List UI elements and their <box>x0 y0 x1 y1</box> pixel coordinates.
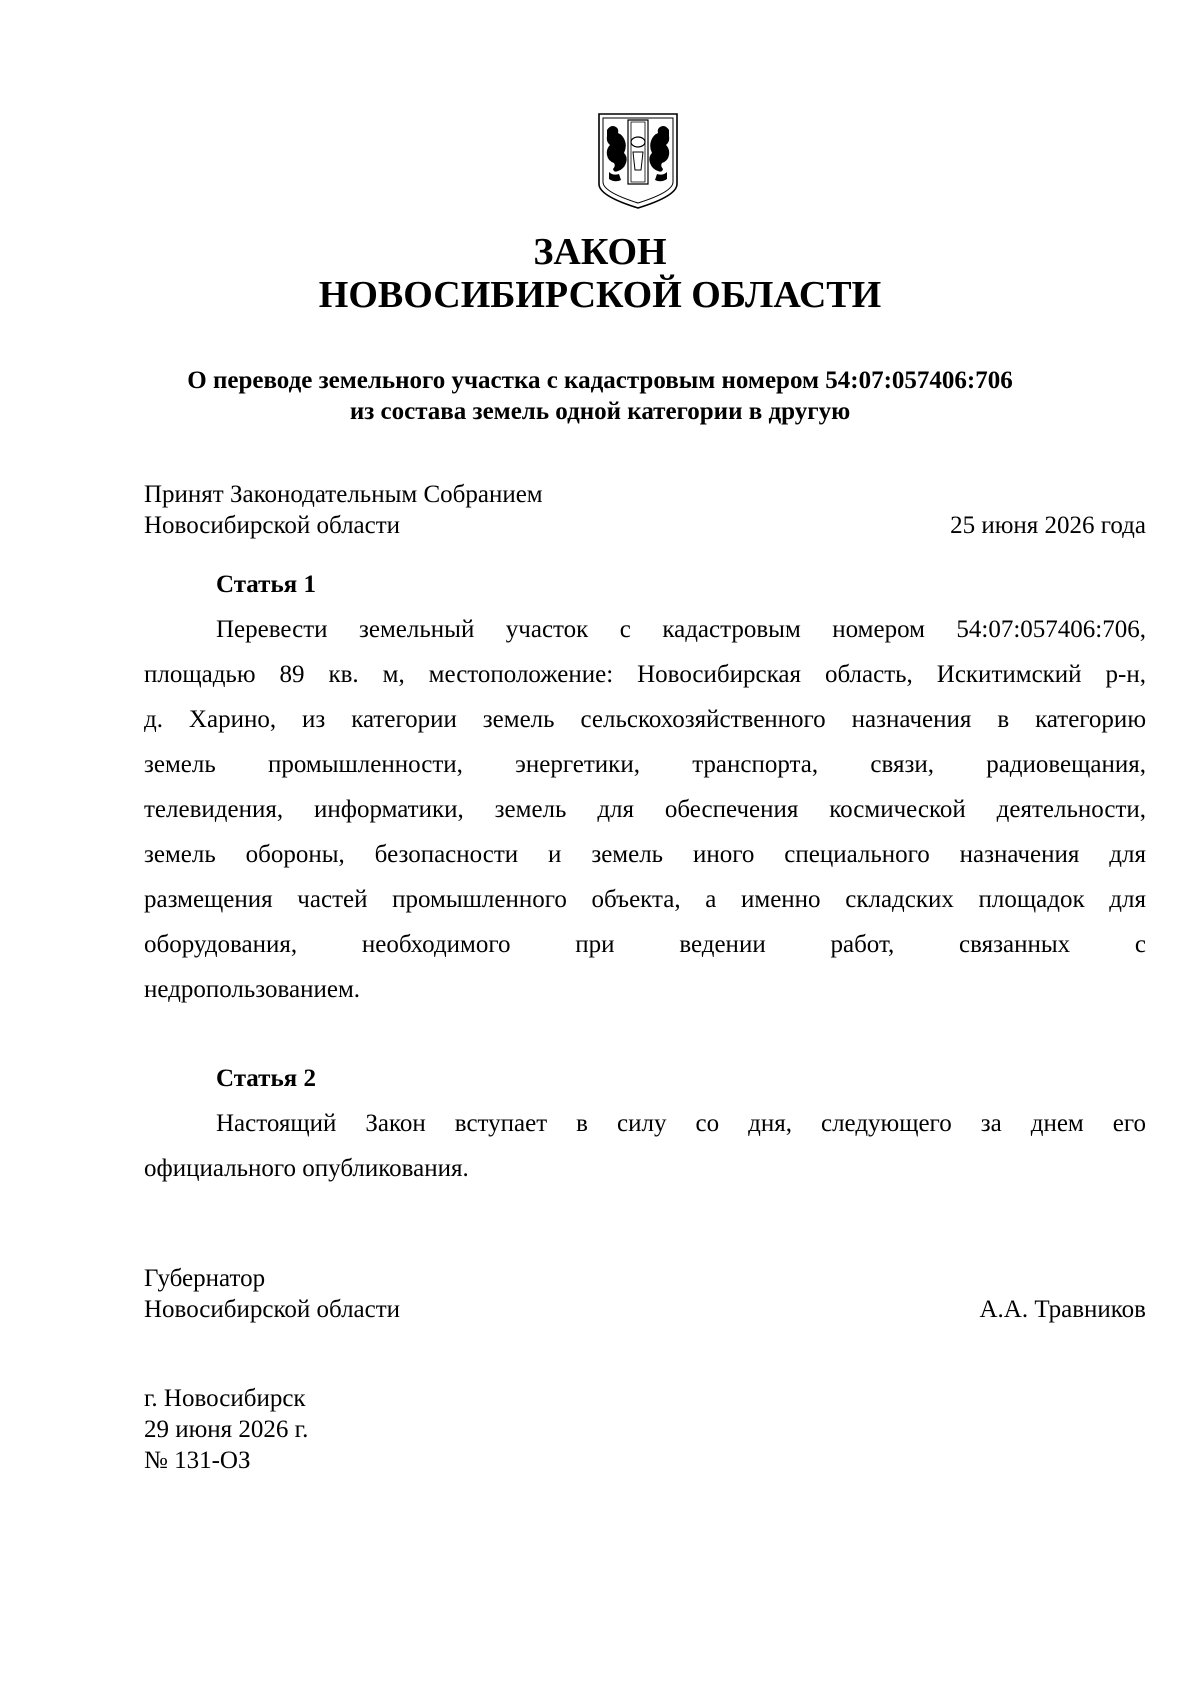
article-2-text-line: Настоящий Закон вступает в силу со дня, следующего за днем его <box>216 1110 1146 1137</box>
article-1-text-line: Перевести земельный участок с кадастровым номером 54:07:057406:706, <box>216 616 1146 643</box>
article-2-heading: Статья 2 <box>216 1065 316 1092</box>
article-2-text-line-last: официального опубликования. <box>144 1155 469 1182</box>
article-1-text-line: размещения частей промышленного объекта, а именно складских площадок для <box>144 886 1146 913</box>
article-1-text-line: площадью 89 кв. м, местоположение: Новосибирская область, Искитимский р-н, <box>144 661 1146 688</box>
document-type-title: ЗАКОН <box>533 231 667 273</box>
article-1-text-line-last: недропользованием. <box>144 976 361 1003</box>
law-subject-line-2: из состава земель одной категории в другую <box>349 398 851 425</box>
law-subject-line-1: О переводе земельного участка с кадастровым номером 54:07:057406:706 <box>187 367 1013 394</box>
adopted-by-line-2: Новосибирской области <box>144 512 401 539</box>
article-1-text-line: оборудования, необходимого при ведении работ, связанных с <box>144 931 1146 958</box>
signing-date: 29 июня 2026 г. <box>144 1416 309 1443</box>
article-1-heading: Статья 1 <box>216 571 316 598</box>
issuing-body-title: НОВОСИБИРСКОЙ ОБЛАСТИ <box>318 274 882 316</box>
adopted-by-line-1: Принят Законодательным Собранием <box>144 481 543 508</box>
article-1-text-line: д. Харино, из категории земель сельскохозяйственного назначения в категорию <box>144 706 1146 733</box>
signatory-name: А.А. Травников <box>979 1296 1146 1323</box>
article-1-text-line: земель обороны, безопасности и земель иного специального назначения для <box>144 841 1146 868</box>
adoption-date: 25 июня 2026 года <box>950 512 1146 539</box>
signatory-position-line-2: Новосибирской области <box>144 1296 401 1323</box>
signatory-position-line-1: Губернатор <box>144 1265 266 1292</box>
place-of-signing: г. Новосибирск <box>144 1385 306 1412</box>
article-1-text-line: телевидения, информатики, земель для обеспечения космической деятельности, <box>144 796 1146 823</box>
article-1-text-line: земель промышленности, энергетики, транспорта, связи, радиовещания, <box>144 751 1146 778</box>
law-number: № 131-ОЗ <box>144 1447 251 1474</box>
coat-of-arms-emblem <box>597 112 679 210</box>
